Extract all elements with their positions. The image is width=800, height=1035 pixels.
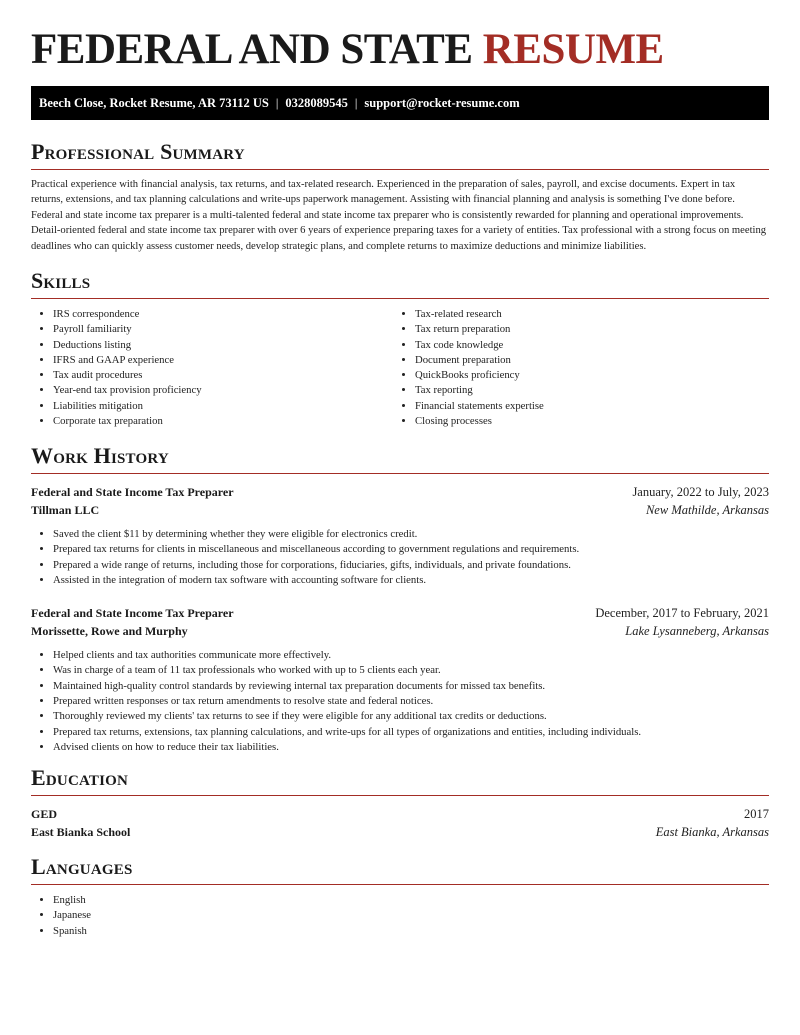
contact-bar (31, 86, 769, 120)
education-heading: Education (31, 764, 769, 796)
skill-item: • QuickBooks proficiency (415, 368, 769, 383)
skill-item: • Year-end tax provision proficiency (53, 383, 393, 398)
skills-list-right (393, 307, 769, 429)
skill-item: • Tax audit procedures (53, 368, 393, 383)
job-dates: January, 2022 to July, 2023 (632, 485, 769, 499)
skill-item: • Document preparation (415, 353, 769, 368)
languages-section (31, 853, 769, 939)
education-entry (31, 805, 769, 841)
job-bullet: • Saved the client $11 by determining whether they were eligible for electronics credit. (53, 527, 769, 542)
work-history-heading: Work History (31, 442, 769, 474)
skill-item: • IFRS and GAAP experience (53, 353, 393, 368)
job-company: Morissette, Rowe and Murphy (31, 624, 188, 639)
job-header-row (31, 483, 769, 501)
contact-separator: | (275, 96, 279, 110)
language-item: • Spanish (53, 924, 769, 939)
summary-heading: Professional Summary (31, 138, 769, 170)
job-title: Federal and State Income Tax Preparer (31, 485, 234, 499)
education-year: 2017 (744, 807, 769, 821)
education-section (31, 764, 769, 841)
job-entry (31, 604, 769, 755)
skill-item: • Corporate tax preparation (53, 414, 393, 429)
summary-section (31, 138, 769, 254)
job-dates: December, 2017 to February, 2021 (595, 606, 769, 621)
skill-item: • Liabilities mitigation (53, 399, 393, 414)
skills-section (31, 267, 769, 429)
job-header-row (31, 604, 769, 622)
job-bullet: • Assisted in the integration of modern tax software with accounting software for clients. (53, 573, 769, 588)
job-bullet: • Maintained high-quality control standards by reviewing internal tax preparation documents for missed tax benefits. (53, 679, 769, 694)
skills-column-left (31, 307, 393, 429)
job-location: New Mathilde, Arkansas (645, 503, 769, 517)
job-bullet: • Prepared a wide range of returns, including those for corporations, fiduciaries, gifts, individuals, and private foundations. (53, 558, 769, 573)
job-bullet: • Thoroughly reviewed my clients' tax returns to see if they were eligible for any additional tax credits or deductions. (53, 709, 769, 724)
skill-item: • Closing processes (415, 414, 769, 429)
job-bullet: • Prepared written responses or tax return amendments to resolve state and federal notices. (53, 694, 769, 709)
skill-item: • Tax code knowledge (415, 338, 769, 353)
skills-heading: Skills (31, 267, 769, 299)
work-history-section (31, 442, 769, 755)
skill-item: • Financial statements expertise (415, 399, 769, 414)
education-school-row (31, 823, 769, 841)
job-bullets (31, 648, 769, 755)
skill-item: • IRS correspondence (53, 307, 393, 322)
job-entry (31, 483, 769, 588)
skills-grid (31, 307, 769, 429)
education-degree: GED (31, 807, 58, 821)
education-school: East Bianka School (31, 825, 131, 839)
contact-address: Beech Close, Rocket Resume, AR 73112 US (39, 96, 269, 110)
job-title: Federal and State Income Tax Preparer (31, 606, 234, 621)
skill-item: • Deductions listing (53, 338, 393, 353)
job-bullet: • Prepared tax returns for clients in miscellaneous and miscellaneous according to government regulations and requirements. (53, 542, 769, 557)
title-main: FEDERAL AND STATE (31, 26, 473, 73)
skill-item: • Payroll familiarity (53, 322, 393, 337)
skills-column-right (393, 307, 769, 429)
title-accent: RESUME (482, 26, 664, 73)
contact-separator: | (354, 96, 358, 110)
job-bullet: • Advised clients on how to reduce their tax liabilities. (53, 740, 769, 755)
contact-phone: 0328089545 (285, 96, 348, 110)
languages-heading: Languages (31, 853, 769, 885)
skill-item: • Tax return preparation (415, 322, 769, 337)
languages-list (31, 893, 769, 939)
education-location: East Bianka, Arkansas (655, 825, 769, 839)
job-company-row (31, 622, 769, 640)
language-item: • Japanese (53, 908, 769, 923)
job-bullet: • Helped clients and tax authorities communicate more effectively. (53, 648, 769, 663)
job-bullet: • Prepared tax returns, extensions, tax planning calculations, and write-ups for all types of organizations and entities, including individuals. (53, 725, 769, 740)
skills-list-left (31, 307, 393, 429)
summary-text: Practical experience with financial analysis, tax returns, and tax-related research. Experienced in the preparation of sales, payroll, and excise documents. Expert in tax returns, extensions, and tax planning calculations and write-ups paperwork management. Assisting with financial planning and analysis is something I've done before. Federal and state income tax preparer is a multi-talented federal and state income tax preparer who is consistently rewarded for planning and operational improvements. Detail-oriented federal and state income tax preparer with over 6 years of experience preparing taxes for a variety of entities. Tax professional with a strong focus on meeting deadlines who can quickly assess customer needs, develop strategic plans, and complete returns to maximize deductions and minimize liabilities. (31, 179, 767, 252)
job-bullet: • Was in charge of a team of 11 tax professionals who worked with up to 5 clients each year. (53, 663, 769, 678)
resume-title (31, 24, 664, 76)
language-item: • English (53, 893, 769, 908)
job-bullets (31, 527, 769, 588)
job-company-row (31, 501, 769, 519)
skill-item: • Tax reporting (415, 383, 769, 398)
skill-item: • Tax-related research (415, 307, 769, 322)
job-location: Lake Lysanneberg, Arkansas (625, 624, 769, 639)
job-company: Tillman LLC (31, 503, 100, 517)
education-header-row (31, 805, 769, 823)
contact-email[interactable]: support@rocket-resume.com (364, 96, 520, 110)
